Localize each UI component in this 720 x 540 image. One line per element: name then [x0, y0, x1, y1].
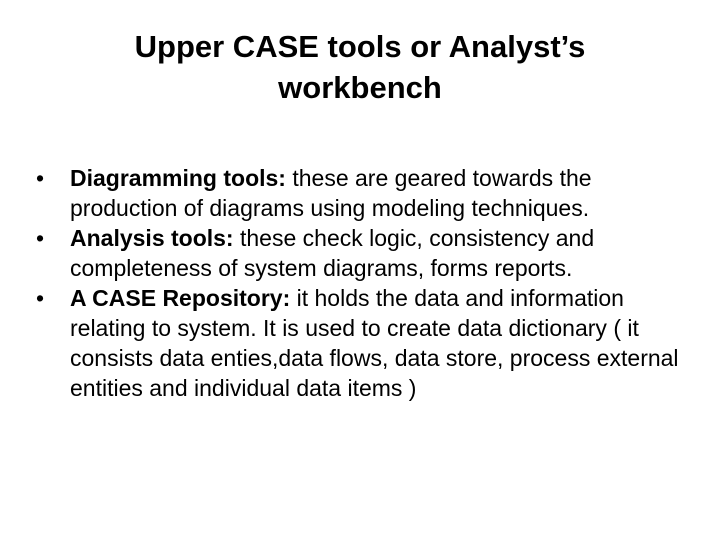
bullet-point-icon: •	[35, 225, 45, 251]
bullet-point-icon: •	[35, 165, 45, 191]
bullet-term: A CASE Repository:	[70, 285, 291, 311]
bullet-analysis-tools	[24, 223, 684, 283]
slide-title-line-1: Upper CASE tools or Analyst’s	[134, 29, 586, 64]
bullet-list	[24, 163, 684, 403]
bullet-term: Analysis tools:	[70, 225, 234, 251]
slide-title-line-2: workbench	[278, 70, 442, 105]
slide-title	[60, 26, 660, 108]
bullet-term: Diagramming tools:	[70, 165, 286, 191]
bullet-point-icon: •	[35, 285, 45, 311]
bullet-text: these are geared towards the production of diagrams using modeling techniques.	[70, 165, 592, 221]
bullet-text: it holds the data and information relating to system. It is used to create data dictionary ( it consists data enties,data flows, data store, process external entities and individual data items )	[70, 285, 679, 401]
bullet-text: these check logic, consistency and completeness of system diagrams, forms reports.	[70, 225, 595, 281]
bullet-diagramming-tools	[24, 163, 684, 223]
bullet-case-repository	[24, 283, 684, 403]
